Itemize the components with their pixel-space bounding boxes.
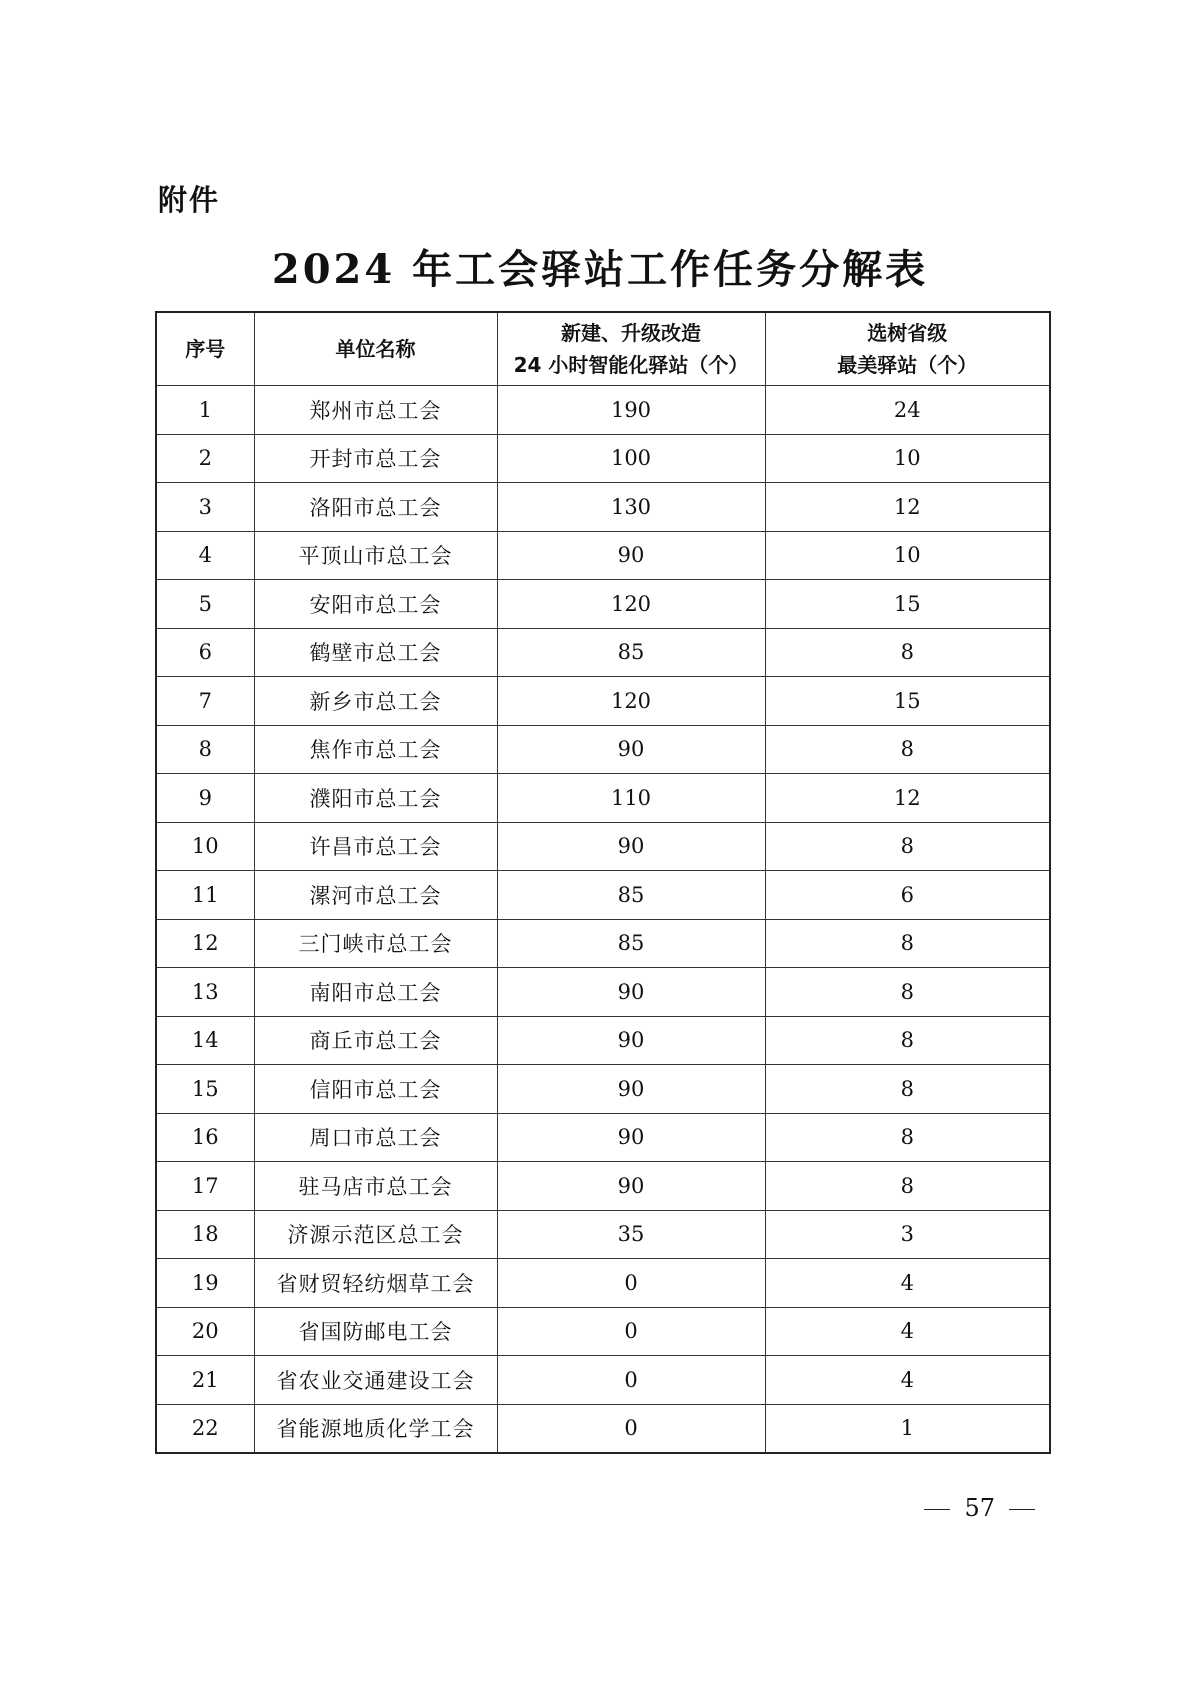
cell-unit: 商丘市总工会 <box>254 1016 497 1065</box>
cell-new-stations: 100 <box>497 434 765 483</box>
table-row <box>156 822 1050 871</box>
cell-best-stations: 4 <box>765 1356 1050 1405</box>
cell-best-stations: 8 <box>765 628 1050 677</box>
cell-seq: 18 <box>156 1210 254 1259</box>
table-header-row <box>156 312 1050 386</box>
cell-unit: 省能源地质化学工会 <box>254 1404 497 1453</box>
cell-seq: 14 <box>156 1016 254 1065</box>
cell-new-stations: 130 <box>497 483 765 532</box>
cell-unit: 洛阳市总工会 <box>254 483 497 532</box>
cell-best-stations: 8 <box>765 725 1050 774</box>
cell-new-stations: 90 <box>497 531 765 580</box>
cell-unit: 省国防邮电工会 <box>254 1307 497 1356</box>
cell-best-stations: 10 <box>765 434 1050 483</box>
cell-new-stations: 90 <box>497 725 765 774</box>
cell-best-stations: 24 <box>765 386 1050 435</box>
cell-unit: 鹤壁市总工会 <box>254 628 497 677</box>
cell-seq: 10 <box>156 822 254 871</box>
cell-seq: 2 <box>156 434 254 483</box>
cell-unit: 安阳市总工会 <box>254 580 497 629</box>
cell-best-stations: 15 <box>765 580 1050 629</box>
cell-seq: 8 <box>156 725 254 774</box>
cell-new-stations: 90 <box>497 1065 765 1114</box>
cell-best-stations: 12 <box>765 774 1050 823</box>
task-breakdown-table <box>155 311 1051 1454</box>
cell-unit: 平顶山市总工会 <box>254 531 497 580</box>
cell-unit: 郑州市总工会 <box>254 386 497 435</box>
cell-best-stations: 15 <box>765 677 1050 726</box>
table-body <box>156 386 1050 1454</box>
table-row <box>156 725 1050 774</box>
table-row <box>156 1356 1050 1405</box>
cell-seq: 17 <box>156 1162 254 1211</box>
cell-seq: 5 <box>156 580 254 629</box>
table-row <box>156 386 1050 435</box>
header-best-stations <box>765 312 1050 386</box>
cell-seq: 9 <box>156 774 254 823</box>
cell-best-stations: 6 <box>765 871 1050 920</box>
cell-new-stations: 0 <box>497 1404 765 1453</box>
cell-seq: 16 <box>156 1113 254 1162</box>
header-seq: 序号 <box>156 312 254 386</box>
cell-best-stations: 10 <box>765 531 1050 580</box>
cell-seq: 4 <box>156 531 254 580</box>
page-number: 57 <box>964 1494 995 1522</box>
cell-best-stations: 1 <box>765 1404 1050 1453</box>
table-row <box>156 1210 1050 1259</box>
cell-best-stations: 8 <box>765 919 1050 968</box>
cell-seq: 11 <box>156 871 254 920</box>
cell-new-stations: 85 <box>497 871 765 920</box>
cell-unit: 南阳市总工会 <box>254 968 497 1017</box>
cell-seq: 3 <box>156 483 254 532</box>
header-new-stations-line1: 新建、升级改造 <box>561 321 701 345</box>
table-row <box>156 483 1050 532</box>
cell-seq: 15 <box>156 1065 254 1114</box>
table-row <box>156 1259 1050 1308</box>
table-row <box>156 580 1050 629</box>
cell-seq: 13 <box>156 968 254 1017</box>
cell-new-stations: 90 <box>497 968 765 1017</box>
table-row <box>156 677 1050 726</box>
cell-new-stations: 0 <box>497 1307 765 1356</box>
cell-new-stations: 90 <box>497 1113 765 1162</box>
cell-unit: 漯河市总工会 <box>254 871 497 920</box>
cell-seq: 12 <box>156 919 254 968</box>
header-unit: 单位名称 <box>254 312 497 386</box>
table-row <box>156 871 1050 920</box>
cell-best-stations: 4 <box>765 1259 1050 1308</box>
table-row <box>156 531 1050 580</box>
cell-unit: 三门峡市总工会 <box>254 919 497 968</box>
document-title: 2024 年工会驿站工作任务分解表 <box>271 246 929 293</box>
table-row <box>156 919 1050 968</box>
table-row <box>156 434 1050 483</box>
cell-seq: 22 <box>156 1404 254 1453</box>
header-new-stations-line2: 24 小时智能化驿站（个） <box>513 353 749 377</box>
cell-seq: 1 <box>156 386 254 435</box>
cell-unit: 信阳市总工会 <box>254 1065 497 1114</box>
cell-best-stations: 12 <box>765 483 1050 532</box>
table-row <box>156 1016 1050 1065</box>
cell-best-stations: 8 <box>765 1113 1050 1162</box>
cell-new-stations: 120 <box>497 580 765 629</box>
cell-seq: 7 <box>156 677 254 726</box>
cell-new-stations: 0 <box>497 1356 765 1405</box>
cell-unit: 焦作市总工会 <box>254 725 497 774</box>
table-row <box>156 1162 1050 1211</box>
cell-unit: 济源示范区总工会 <box>254 1210 497 1259</box>
table-row <box>156 1065 1050 1114</box>
cell-new-stations: 90 <box>497 822 765 871</box>
cell-unit: 濮阳市总工会 <box>254 774 497 823</box>
header-best-stations-line2: 最美驿站（个） <box>837 353 978 377</box>
page-number-footer <box>0 1494 1035 1522</box>
page-number-right-dash <box>1009 1509 1035 1511</box>
cell-unit: 省财贸轻纺烟草工会 <box>254 1259 497 1308</box>
cell-new-stations: 0 <box>497 1259 765 1308</box>
page-number-left-dash <box>924 1509 950 1511</box>
cell-new-stations: 35 <box>497 1210 765 1259</box>
cell-unit: 开封市总工会 <box>254 434 497 483</box>
cell-best-stations: 4 <box>765 1307 1050 1356</box>
table-row <box>156 1113 1050 1162</box>
cell-seq: 19 <box>156 1259 254 1308</box>
header-new-stations <box>497 312 765 386</box>
cell-new-stations: 190 <box>497 386 765 435</box>
cell-new-stations: 90 <box>497 1162 765 1211</box>
cell-unit: 驻马店市总工会 <box>254 1162 497 1211</box>
table-row <box>156 1404 1050 1453</box>
cell-best-stations: 8 <box>765 822 1050 871</box>
cell-new-stations: 120 <box>497 677 765 726</box>
cell-new-stations: 110 <box>497 774 765 823</box>
table-row <box>156 774 1050 823</box>
cell-seq: 20 <box>156 1307 254 1356</box>
cell-unit: 省农业交通建设工会 <box>254 1356 497 1405</box>
table-row <box>156 968 1050 1017</box>
header-best-stations-line1: 选树省级 <box>867 321 948 345</box>
cell-unit: 许昌市总工会 <box>254 822 497 871</box>
cell-best-stations: 8 <box>765 1065 1050 1114</box>
cell-best-stations: 8 <box>765 968 1050 1017</box>
cell-unit: 周口市总工会 <box>254 1113 497 1162</box>
cell-best-stations: 3 <box>765 1210 1050 1259</box>
cell-new-stations: 90 <box>497 1016 765 1065</box>
cell-best-stations: 8 <box>765 1162 1050 1211</box>
attachment-label: 附件 <box>158 183 221 217</box>
cell-new-stations: 85 <box>497 628 765 677</box>
cell-unit: 新乡市总工会 <box>254 677 497 726</box>
table-row <box>156 628 1050 677</box>
cell-new-stations: 85 <box>497 919 765 968</box>
cell-seq: 6 <box>156 628 254 677</box>
cell-seq: 21 <box>156 1356 254 1405</box>
cell-best-stations: 8 <box>765 1016 1050 1065</box>
table-row <box>156 1307 1050 1356</box>
